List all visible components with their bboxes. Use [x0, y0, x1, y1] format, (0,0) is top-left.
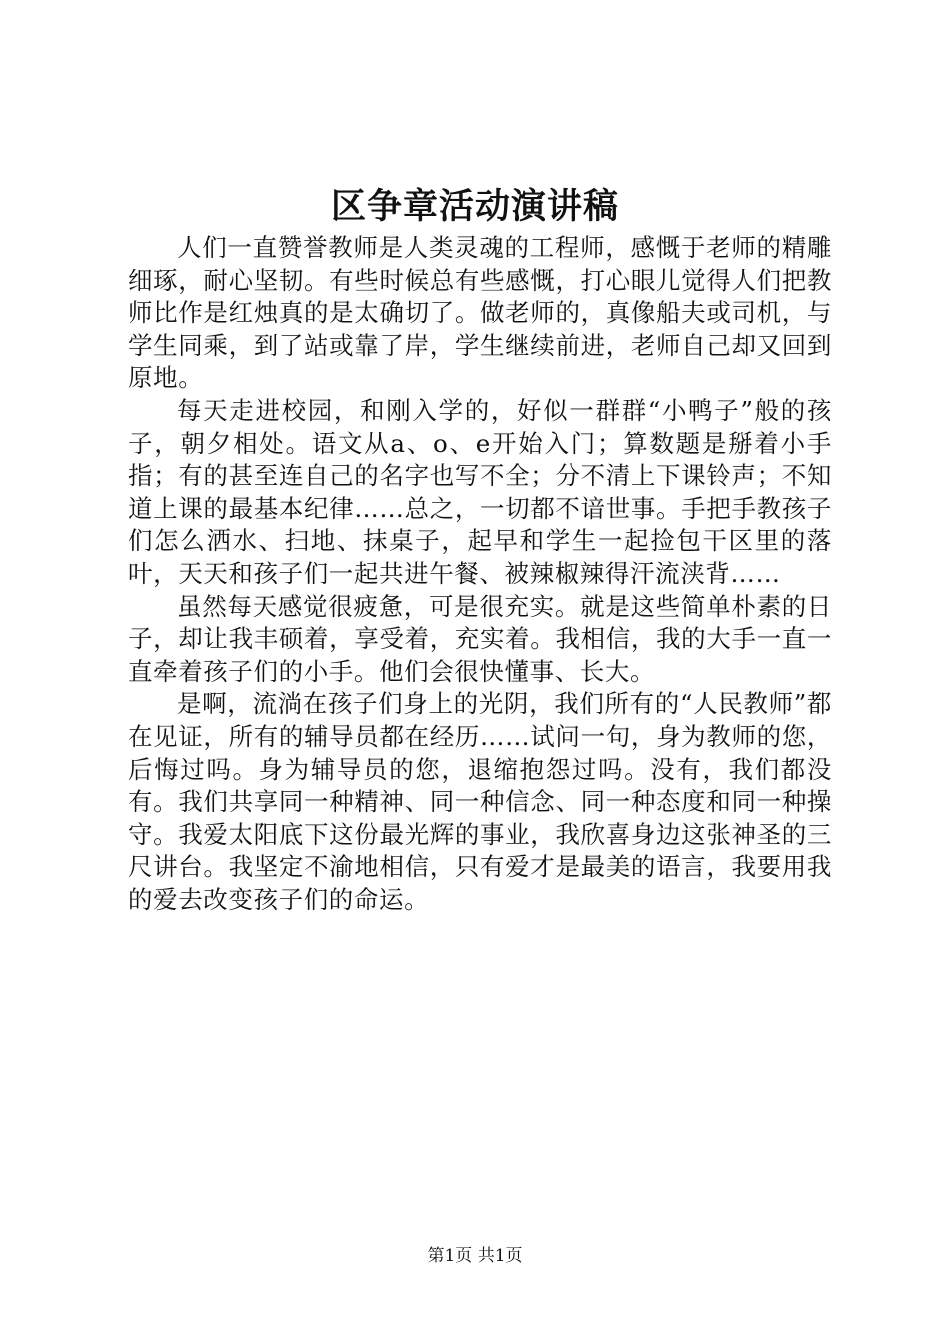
paragraph-4: 是啊，流淌在孩子们身上的光阴，我们所有的“人民教师”都在见证，所有的辅导员都在经历……试问一句，身为教师的您，后悔过吗。身为辅导员的您，退缩抱怨过吗。没有，我们都没有。我们共享同一种精神、同一种信念、同一种态度和同一种操守。我爱太阳底下这份最光辉的事业，我欣喜身边这张神圣的三尺讲台。我坚定不渝地相信，只有爱才是最美的语言，我要用我的爱去改变孩子们的命运。 — [128, 689, 832, 914]
paragraph-3: 虽然每天感觉很疲惫，可是很充实。就是这些简单朴素的日子，却让我丰硕着，享受着，充实着。我相信，我的大手一直一直牵着孩子们的小手。他们会很快懂事、长大。 — [128, 591, 832, 686]
document-title: 区争章活动演讲稿 — [330, 186, 619, 227]
paragraph-1: 人们一直赞誉教师是人类灵魂的工程师，感慨于老师的精雕细琢，耐心坚韧。有些时候总有些感慨，打心眼儿觉得人们把教师比作是红烛真的是太确切了。做老师的，真像船夫或司机，与学生同乘，到了站或靠了岸，学生继续前进，老师自己却又回到原地。 — [128, 233, 832, 393]
paragraph-2: 每天走进校园，和刚入学的，好似一群群“小鸭子”般的孩子，朝夕相处。语文从a、o、e开始入门；算数题是掰着小手指；有的甚至连自己的名字也写不全；分不清上下课铃声；不知道上课的最基本纪律……总之，一切都不谙世事。手把手教孩子们怎么洒水、扫地、抹桌子，起早和学生一起捡包干区里的落叶，天天和孩子们一起共进午餐、被辣椒辣得汗流浃背…… — [128, 395, 832, 588]
page-footer: 第1页 共1页 — [427, 1246, 523, 1266]
document-body — [128, 232, 832, 916]
